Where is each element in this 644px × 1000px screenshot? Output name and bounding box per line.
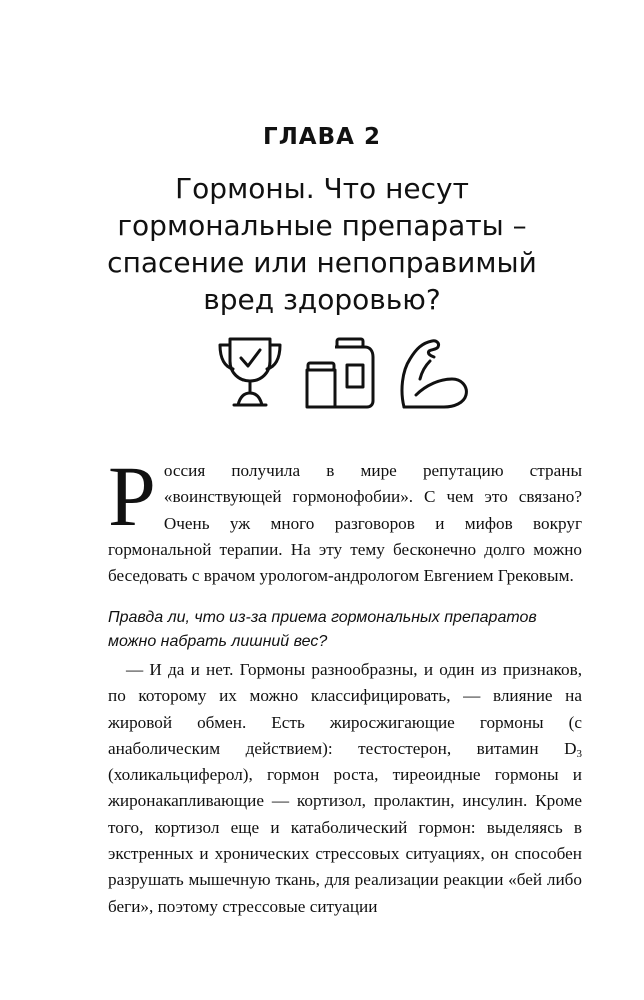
flexed-arm-icon — [398, 335, 470, 411]
trophy-check-icon — [213, 335, 287, 411]
chapter-icons — [0, 335, 644, 415]
subscript: 3 — [576, 747, 582, 760]
interview-question: Правда ли, что из-за приема гормональных препаратов можно набрать лишний вес? — [108, 609, 537, 650]
chapter-title-line: спасение или непоправимый — [107, 246, 537, 279]
drop-cap: Р — [108, 448, 156, 544]
chapter-label: ГЛАВА 2 — [263, 124, 381, 150]
intro-paragraph — [108, 448, 582, 589]
chapter-title-line: вред здоровью? — [203, 283, 441, 316]
supplement-jars-icon — [303, 335, 381, 411]
chapter-title — [70, 170, 574, 318]
answer-text-continued: (холикальциферол), гормон роста, тиреоидные гормоны и жиронакапливающие — кортизол, пролактин, инсулин. Кроме того, кортизол еще и катаболический гормон: выделяясь в экстренных и хронических стрессовых ситуациях, он способен разрушать мышечную ткань, для реализации реакции «бей либо беги», поэтому стрессовые ситуации — [108, 765, 582, 916]
answer-paragraph — [108, 657, 582, 920]
chapter-title-line: Гормоны. Что несут — [175, 172, 469, 205]
answer-text: — И да и нет. Гормоны разнообразны, и один из признаков, по которому их можно классифицировать, — влияние на жировой обмен. Есть жиросжигающие гормоны (с анаболическим действием): тестостерон, витамин D — [108, 660, 582, 758]
intro-text: оссия получила в мире репутацию страны «воинствующей гормонофобии». С чем это связано? Очень уж много разговоров и мифов вокруг гормональной терапии. На эту тему бесконечно долго можно беседовать с врачом урологом-андрологом Евгением Грековым. — [108, 461, 582, 586]
chapter-title-line: гормональные препараты – — [117, 209, 527, 242]
